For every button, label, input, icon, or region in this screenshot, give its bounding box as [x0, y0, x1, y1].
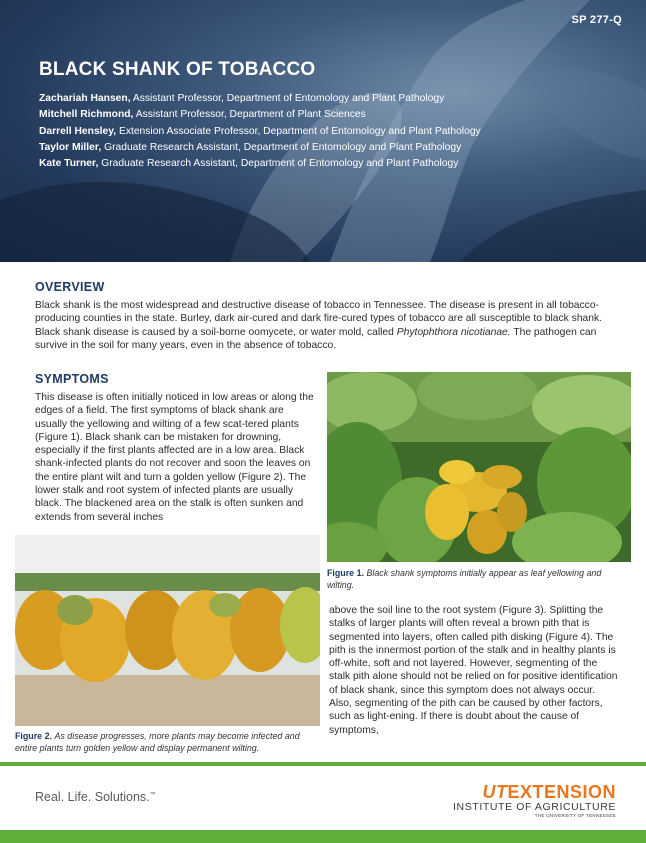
ut-extension-logo — [453, 783, 616, 818]
author-name: Taylor Miller, — [39, 141, 102, 153]
author-role: Extension Associate Professor, Department of Entomology and Plant Pathology — [118, 125, 481, 137]
author-line — [39, 107, 481, 123]
figure-2-caption: Figure 2. As disease progresses, more plants may become infected and entire plants turn golden yellow and display permanent wilting. — [15, 731, 300, 753]
footer-slogan: Real. Life. Solutions.™ — [35, 790, 156, 804]
author-name: Kate Turner, — [39, 158, 99, 170]
symptoms-paragraph-left: This disease is often initially noticed in low areas or along the edges of a field. The first symptoms of black shank are usually the yellowing and wilting of a few scat-tered plants (Figure 1). Black shank can be mistaken for drowning, especially if the first plants affected are in a low area. Black shank-infected plants do not recover and soon the leaves on the entire plant wilt and turn a golden yellow (Figure 2). The lower stalk and root system of infected plants are usually black. The blackened area on the stalk is often sunken and extends from several inches — [35, 392, 314, 523]
author-line — [39, 124, 481, 140]
author-role: Graduate Research Assistant, Department of Entomology and Plant Pathology — [104, 141, 462, 153]
overview-heading: OVERVIEW — [35, 280, 105, 294]
logo-university-text: THE UNIVERSITY OF TENNESSEE — [534, 813, 616, 818]
author-line — [39, 91, 481, 107]
footer-top-rule — [0, 762, 646, 766]
logo-ut-mark: UT — [482, 782, 508, 802]
author-line — [39, 140, 481, 156]
author-role: Graduate Research Assistant, Department of Entomology and Plant Pathology — [101, 158, 459, 170]
header-banner — [0, 0, 646, 262]
author-name: Darrell Hensley, — [39, 125, 117, 137]
figure-2-image — [15, 535, 320, 726]
figure-1-image — [327, 372, 631, 562]
figure-1-caption: Figure 1. Black shank symptoms initially appear as leaf yellowing and wilting. — [327, 568, 602, 590]
symptoms-heading: SYMPTOMS — [35, 372, 109, 386]
pathogen-name: Phytophthora nicotianae. — [396, 326, 511, 338]
overview-paragraph: Black shank is the most widespread and destructive disease of tobacco in Tennessee. The disease is present in all tobacco-producing counties in the state. Burley, dark air-cured and dark fire-cured types of tobacco are all susceptible to black shank. Black shank disease is caused by a soil-borne oomycete, or water mold, called Phytophthora nicotianae. The pathogen can survive in the soil for many years, even in the absence of tobacco. — [35, 300, 603, 351]
publication-code: SP 277-Q — [571, 14, 622, 26]
author-name: Zachariah Hansen, — [39, 93, 131, 104]
logo-institute-text: INSTITUTE OF AGRICULTURE — [453, 801, 616, 813]
logo-extension-text: EXTENSION — [507, 782, 616, 802]
author-role: Assistant Professor, Department of Plant Sciences — [135, 109, 366, 121]
author-name: Mitchell Richmond, — [39, 109, 134, 121]
footer-bottom-bar — [0, 830, 646, 843]
page-title: BLACK SHANK OF TOBACCO — [39, 59, 316, 80]
author-role: Assistant Professor, Department of Entomology and Plant Pathology — [132, 93, 445, 104]
author-list — [39, 91, 481, 172]
author-line — [39, 156, 481, 172]
symptoms-paragraph-right: above the soil line to the root system (Figure 3). Splitting the stalks of larger plants will often reveal a brown pith that is segmented into layers, often called pith disking (Figure 4). The pith is the innermost portion of the stalk and in healthy plants is off-white, soft and not layered. However, segmenting of the stalk pith alone should not be relied on for positive identification of black shank, since this symptom does not always occur. Also, segmenting of the pith can be caused by other factors, such as light-ening. If there is doubt about the cause of symptoms, — [329, 605, 618, 736]
